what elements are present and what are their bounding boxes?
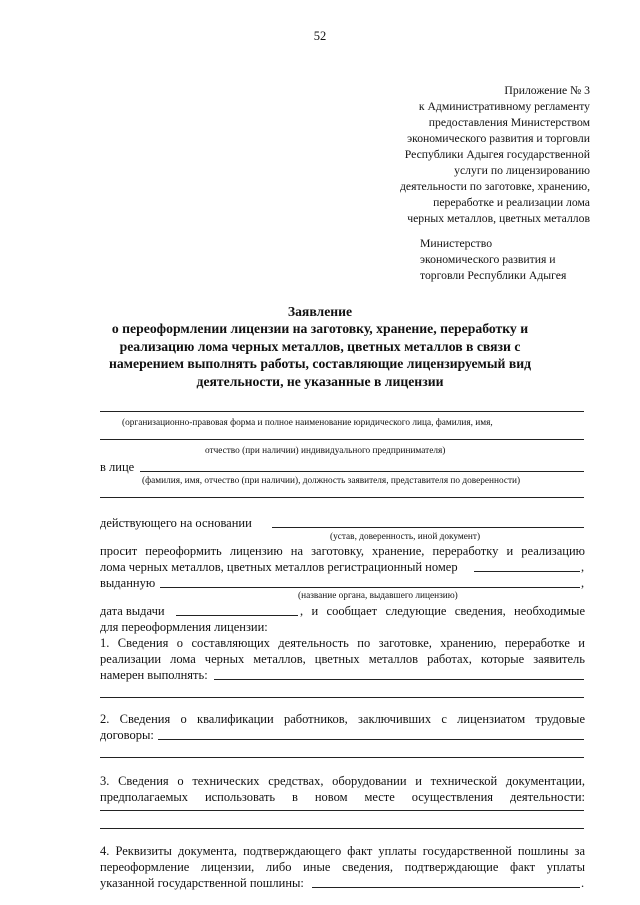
- org-name-hint: (организационно-правовая форма и полное наименование юридического лица, фамилия, имя,: [122, 418, 493, 428]
- appendix-line: экономического развития и торговли: [407, 132, 590, 145]
- appendix-line: деятельности по заготовке, хранению,: [399, 180, 590, 193]
- request-line: просит переоформить лицензию на заготовку, хранение, переработку и реализацию: [100, 544, 585, 558]
- in-person-label: в лице: [100, 460, 135, 474]
- person-hint: (фамилия, имя, отчество (при наличии), должность заявителя, представителя по доверенности): [142, 476, 521, 486]
- title-line: о переоформлении лицензии на заготовку, хранение, переработку и: [111, 321, 529, 336]
- item4-line-2: переоформление лицензии, либо иные сведения, подтверждающие факт уплаты: [100, 860, 585, 874]
- item3-field[interactable]: [100, 810, 584, 811]
- item4-line-3: указанной государственной пошлины:: [100, 876, 304, 890]
- recipient-line: торговли Республики Адыгея: [420, 269, 567, 282]
- appendix-line: Приложение № 3: [504, 84, 590, 97]
- item3-line: 3. Сведения о технических средствах, оборудовании и технической документации,: [100, 774, 585, 788]
- issue-date-field[interactable]: [176, 615, 298, 616]
- period: .: [581, 876, 585, 890]
- appendix-line: предоставления Министерством: [428, 116, 590, 129]
- org-name-line[interactable]: [100, 411, 584, 412]
- comma: ,: [581, 560, 585, 574]
- item1-field[interactable]: [214, 679, 584, 680]
- issuer-hint: (название органа, выдавшего лицензию): [298, 591, 458, 601]
- page-number: 52: [313, 29, 327, 43]
- item1-line-2: реализации лома черных металлов, цветных металлов работах, которые заявитель: [100, 652, 585, 666]
- title-line: реализацию лома черных металлов, цветных металлов в связи с: [119, 339, 521, 354]
- item2-line-2: договоры:: [100, 728, 154, 742]
- title-line: Заявление: [287, 304, 353, 319]
- appendix-line: услуги по лицензированию: [454, 164, 590, 177]
- in-person-field[interactable]: [140, 471, 584, 472]
- patronymic-hint: отчество (при наличии) индивидуального предпринимателя): [205, 446, 446, 456]
- item2-field[interactable]: [158, 739, 584, 740]
- title-line: деятельности, не указанные в лицензии: [196, 374, 444, 389]
- appendix-line: к Административному регламенту: [418, 100, 590, 113]
- appendix-line: переработке и реализации лома: [433, 196, 590, 209]
- item1-line-3: намерен выполнять:: [100, 668, 208, 682]
- issue-date-tail: , и сообщает следующие сведения, необходимые: [300, 604, 585, 618]
- org-name-line-2[interactable]: [100, 439, 584, 440]
- item4-field[interactable]: [312, 887, 580, 888]
- issue-date-label: дата выдачи: [100, 604, 165, 618]
- item3-field-2[interactable]: [100, 828, 584, 829]
- request-line-2: лома черных металлов, цветных металлов регистрационный номер: [100, 560, 458, 574]
- appendix-line: черных металлов, цветных металлов: [407, 212, 590, 225]
- recipient-line: Министерство: [420, 237, 493, 250]
- recipient-line: экономического развития и: [420, 253, 556, 266]
- comma: ,: [581, 576, 585, 590]
- issuer-field[interactable]: [160, 587, 580, 588]
- reissue-line: для переоформления лицензии:: [100, 620, 268, 634]
- issued-label: выданную: [100, 576, 156, 590]
- appendix-line: Республики Адыгея государственной: [404, 148, 590, 161]
- registration-number-field[interactable]: [474, 571, 580, 572]
- person-field-line-2[interactable]: [100, 497, 584, 498]
- basis-hint: (устав, доверенность, иной документ): [330, 532, 481, 542]
- basis-field[interactable]: [272, 527, 584, 528]
- basis-label: действующего на основании: [100, 516, 252, 530]
- title-line: намерением выполнять работы, составляющие лицензируемый вид: [108, 356, 532, 371]
- item3-line-2: предполагаемых использовать в новом месте осуществления деятельности:: [100, 790, 585, 804]
- item2-field-2[interactable]: [100, 757, 584, 758]
- item1-field-2[interactable]: [100, 697, 584, 698]
- item1-line: 1. Сведения о составляющих деятельность по заготовке, хранению, переработке и: [100, 636, 585, 650]
- item2-line: 2. Сведения о квалификации работников, заключивших с лицензиатом трудовые: [100, 712, 585, 726]
- item4-line: 4. Реквизиты документа, подтверждающего факт уплаты государственной пошлины за: [100, 844, 585, 858]
